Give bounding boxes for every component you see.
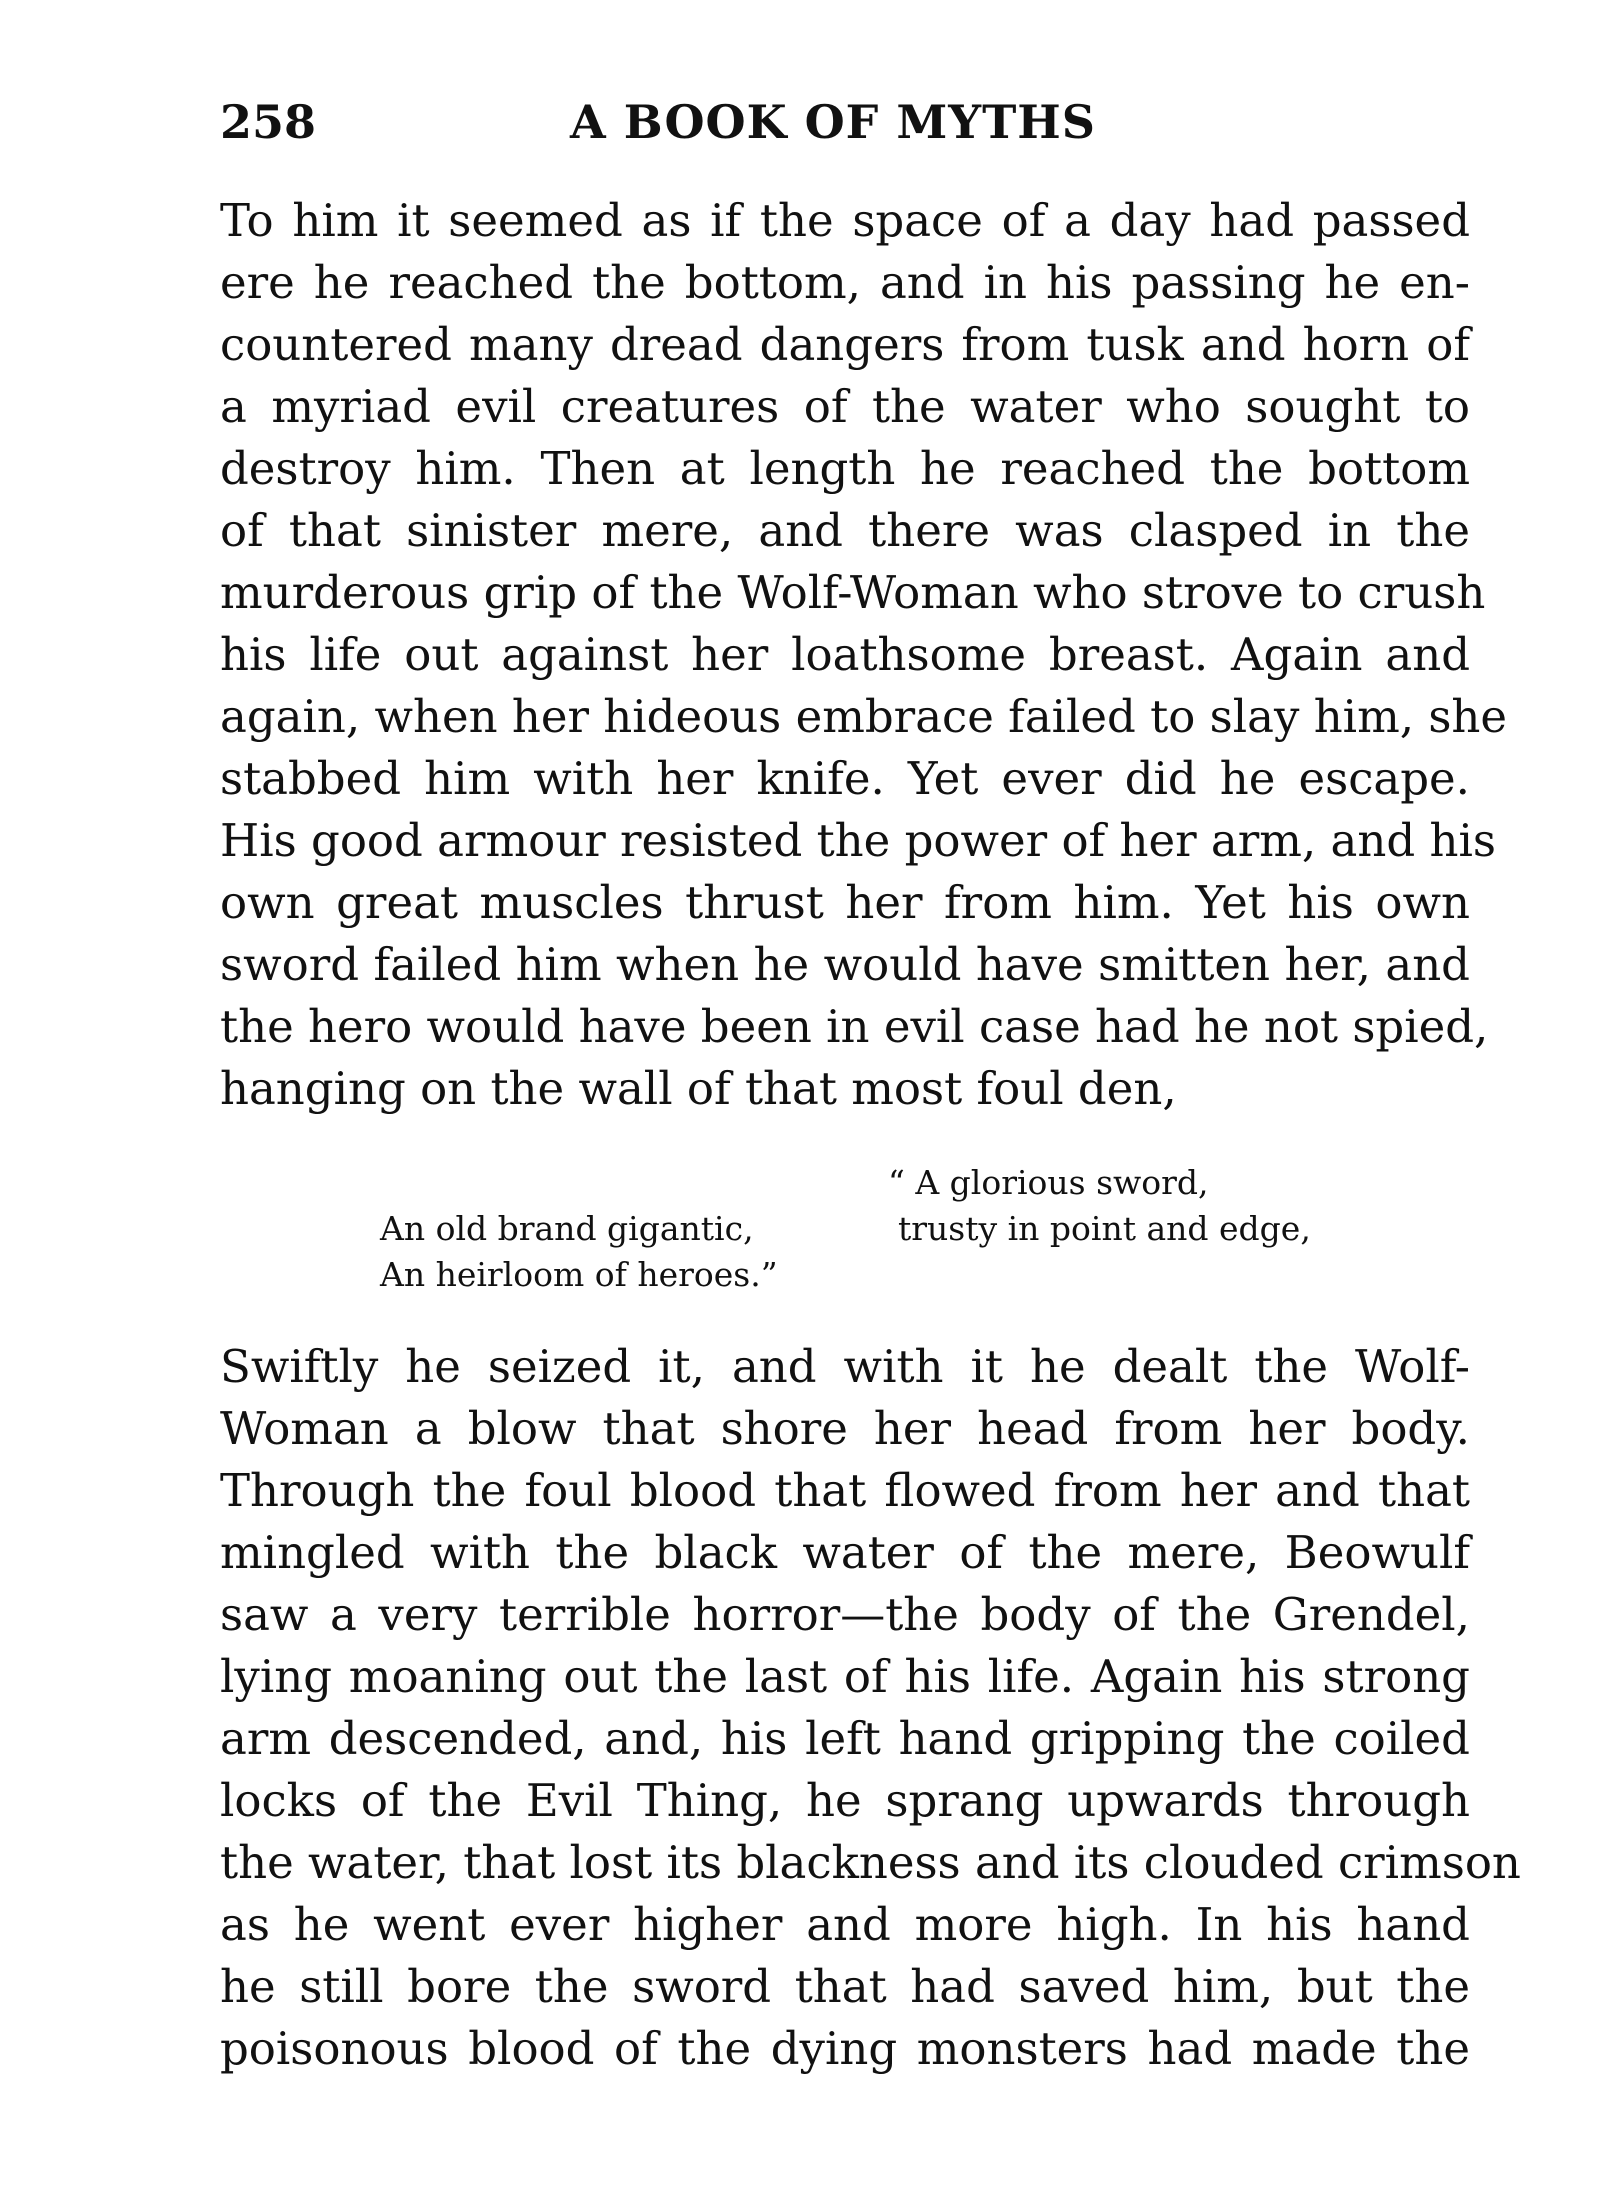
paragraph-1 [220,190,1508,1120]
quote-line: trusty in point and edge, [898,1209,1311,1248]
book-title: A BOOK OF MYTHS [570,95,1096,149]
text-line: murderous grip of the Wolf-Woman who strove to crush [220,566,1486,619]
text-line: His good armour resisted the power of her arm, and his [220,814,1496,867]
text-line: of that sinister mere, and there was clasped in the [220,504,1470,557]
text-line: Swiftly he seized it, and with it he dealt the Wolf- [220,1340,1470,1393]
text-line: hanging on the wall of that most foul den, [220,1062,1177,1115]
text-line: lying moaning out the last of his life. Again his strong [220,1650,1470,1703]
quote-line: An old brand gigantic, [380,1209,754,1248]
text-line: destroy him. Then at length he reached the bottom [220,442,1470,495]
text-line: Woman a blow that shore her head from her body. [220,1402,1470,1455]
text-line: as he went ever higher and more high. In his hand [220,1898,1470,1951]
text-line: the water, that lost its blackness and its clouded crimson [220,1836,1521,1889]
text-line: locks of the Evil Thing, he sprang upwards through [220,1774,1470,1827]
paragraph-2 [220,1336,1521,2080]
text-line: poisonous blood of the dying monsters had made the [220,2022,1470,2075]
text-line: a myriad evil creatures of the water who sought to [220,380,1470,433]
text-line: the hero would have been in evil case had he not spied, [220,1000,1489,1053]
text-line: mingled with the black water of the mere, Beowulf [220,1526,1470,1579]
quote-line: “ A glorious sword, [888,1163,1209,1202]
text-line: arm descended, and, his left hand gripping the coiled [220,1712,1470,1765]
text-line: ere he reached the bottom, and in his passing he en- [220,256,1470,309]
text-line: again, when her hideous embrace failed to slay him, she [220,690,1508,743]
verse-quotation [380,1160,1380,1310]
text-line: stabbed him with her knife. Yet ever did he escape. [220,752,1470,805]
text-line: own great muscles thrust her from him. Yet his own [220,876,1470,929]
text-line: he still bore the sword that had saved him, but the [220,1960,1470,2013]
text-line: sword failed him when he would have smitten her, and [220,938,1470,991]
quote-line: An heirloom of heroes.” [380,1255,778,1294]
text-line: his life out against her loathsome breast. Again and [220,628,1470,681]
text-line: Through the foul blood that flowed from her and that [220,1464,1470,1517]
text-line: countered many dread dangers from tusk and horn of [220,318,1470,371]
text-line: saw a very terrible horror—the body of the Grendel, [220,1588,1470,1641]
text-line: To him it seemed as if the space of a day had passed [220,194,1470,247]
page-number: 258 [220,95,317,149]
running-head [220,92,1470,152]
